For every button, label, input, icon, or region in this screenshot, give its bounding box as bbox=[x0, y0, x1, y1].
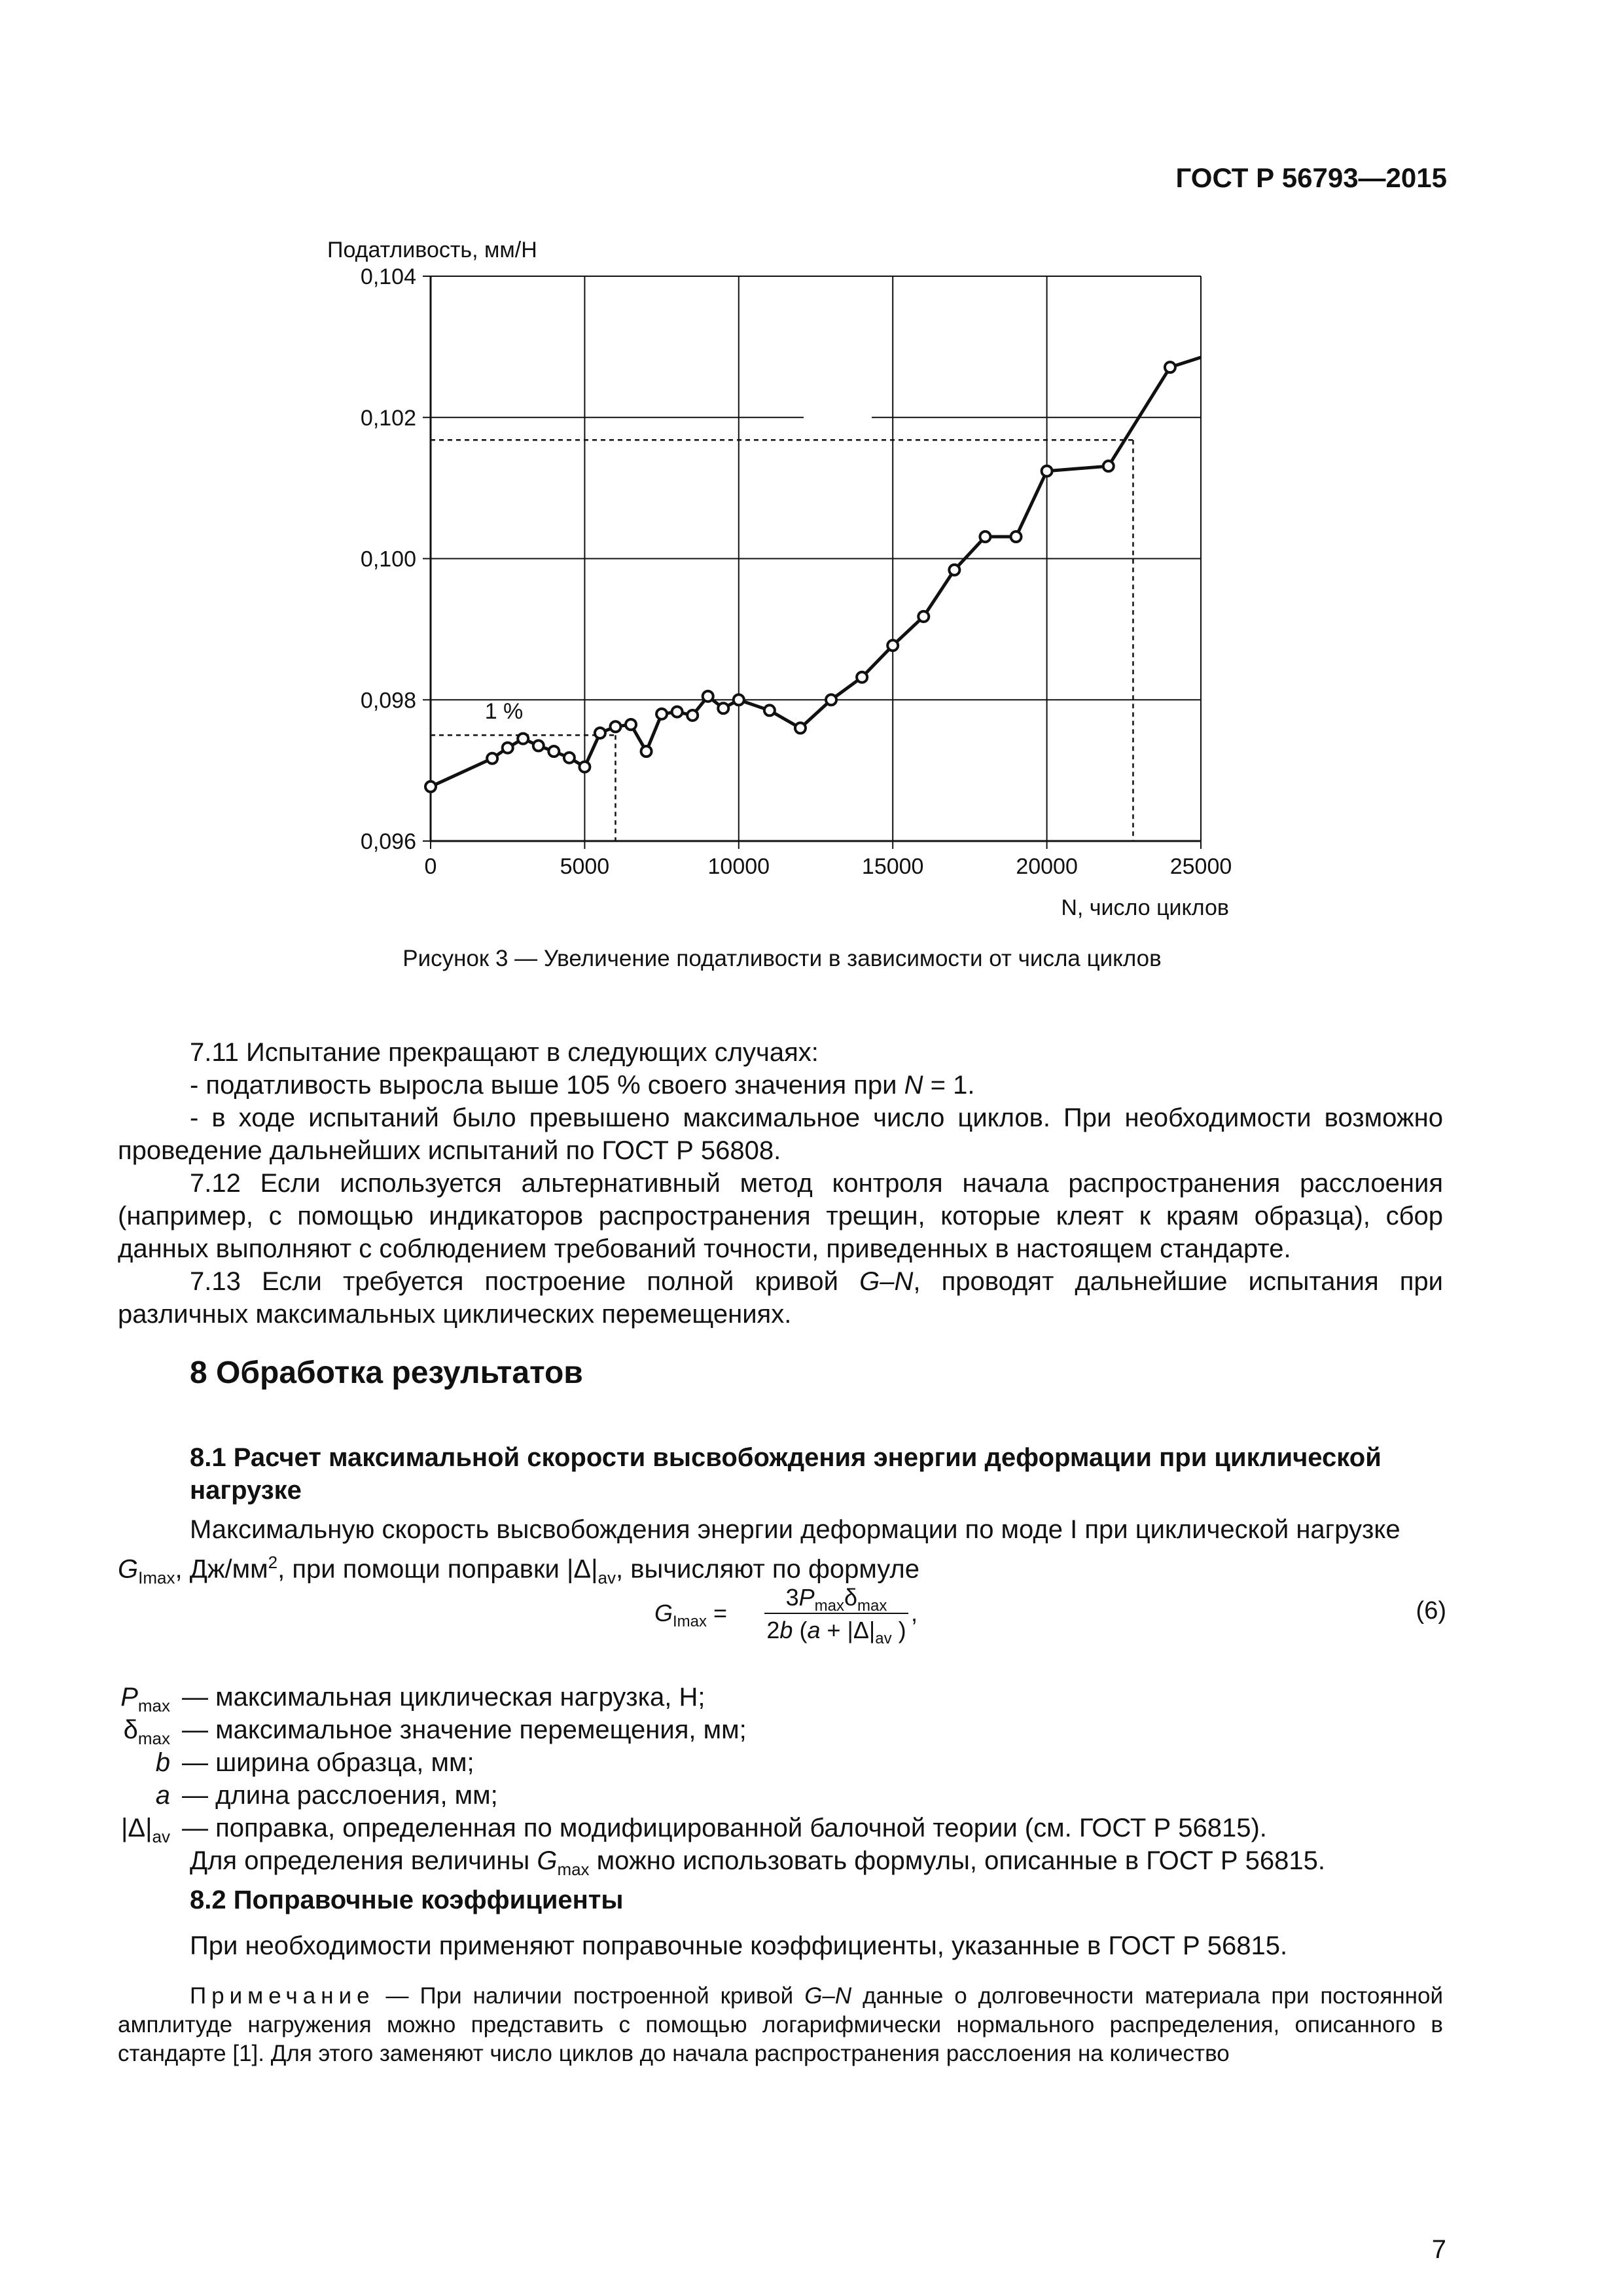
data-point bbox=[595, 728, 605, 738]
data-point bbox=[980, 531, 990, 542]
data-point bbox=[641, 746, 652, 757]
x-tick-label: 0 bbox=[424, 854, 437, 879]
data-point bbox=[764, 705, 775, 715]
data-point bbox=[1165, 362, 1175, 372]
data-point bbox=[1103, 461, 1114, 471]
def-symbol: $P_{max}$ bbox=[120, 1683, 170, 1715]
formula-number: (6) bbox=[1416, 1597, 1446, 1624]
para-8-1-last: Для определения величины $G_{max}$ можно использовать формулы, описанные в ГОСТ Р 56815. bbox=[190, 1846, 1326, 1879]
chart-grid bbox=[431, 276, 1201, 841]
para-7-11-a: - податливость выросла выше 105 % своего значения при N = 1. bbox=[190, 1071, 975, 1100]
def-text: — максимальная циклическая нагрузка, Н; bbox=[182, 1683, 705, 1712]
para-7-13: 7.13 Если требуется построение полной кривой G–N, проводят дальнейшие испытания при различных максимальных циклических перемещениях. bbox=[118, 1267, 1443, 1329]
figure-caption: Рисунок 3 — Увеличение податливости в зависимости от числа циклов bbox=[402, 946, 1162, 971]
note: Примечание — При наличии построенной кривой G–N данные о долговечности материала при постоянной амплитуде нагружения можно представить с помощью логарифмически нормального распределения, описанного в стандарте [1]. Для этого заменяют число циклов до начала распространения расслоения на количество bbox=[118, 1983, 1443, 2066]
data-point bbox=[1042, 466, 1052, 476]
data-point bbox=[687, 710, 698, 721]
x-tick-label: 5000 bbox=[560, 854, 610, 879]
def-text: — ширина образца, мм; bbox=[182, 1748, 474, 1777]
x-tick-label: 25000 bbox=[1169, 854, 1232, 879]
page-number: 7 bbox=[1431, 2235, 1446, 2264]
data-point bbox=[656, 709, 667, 719]
compliance-chart bbox=[0, 0, 1623, 995]
para-7-11-b: - в ходе испытаний было превышено максимальное число циклов. При необходимости возможно проведение дальнейших испытаний по ГОСТ Р 56808. bbox=[118, 1103, 1443, 1165]
data-point bbox=[503, 743, 513, 753]
data-point bbox=[533, 740, 544, 751]
data-point bbox=[734, 694, 744, 705]
para-7-12: 7.12 Если используется альтернативный метод контроля начала распространения расслоения (например, с помощью индикаторов распространения трещин, которые клеят к краям образца), сбор данных выполняют с соблюдением требований точности, приведенных в настоящем стандарте. bbox=[118, 1169, 1443, 1263]
section-8-1-heading: 8.1 Расчет максимальной скорости высвобождения энергии деформации при циклической нагрузке bbox=[190, 1443, 1382, 1505]
para-8-1: Максимальную скорость высвобождения энергии деформации по моде I при циклической нагрузке $G_{Imax}$, $Дж/мм^2$, при помощи поправки $|\Delta|_{av}$, вычисляют по формуле bbox=[118, 1515, 1400, 1588]
data-point bbox=[425, 781, 436, 792]
section-8-heading: 8 Обработка результатов bbox=[190, 1355, 583, 1390]
data-point bbox=[826, 694, 836, 705]
data-point bbox=[703, 691, 713, 702]
document-header: ГОСТ Р 56793—2015 bbox=[1175, 162, 1447, 193]
data-point bbox=[1011, 531, 1022, 542]
data-point bbox=[518, 734, 528, 744]
data-point bbox=[887, 640, 898, 651]
def-text: — длина расслоения, мм; bbox=[182, 1781, 498, 1810]
data-point bbox=[857, 672, 867, 683]
def-symbol: $\delta_{max}$ bbox=[123, 1715, 170, 1748]
def-text: — максимальное значение перемещения, мм; bbox=[182, 1715, 747, 1744]
data-point bbox=[548, 746, 559, 757]
chart-axes bbox=[423, 276, 1201, 849]
para-7-11: 7.11 Испытание прекращают в следующих случаях: bbox=[190, 1038, 819, 1067]
x-tick-label: 15000 bbox=[861, 854, 924, 879]
formula-denominator: 2b ($a + |\Delta|_{av}$ ) bbox=[766, 1617, 906, 1648]
data-point bbox=[610, 721, 620, 732]
data-point bbox=[579, 762, 590, 772]
def-symbol: $|\Delta|_{av}$ bbox=[121, 1814, 170, 1846]
def-symbol: a bbox=[155, 1781, 170, 1810]
x-tick-label: 20000 bbox=[1016, 854, 1078, 879]
def-symbol: b bbox=[155, 1748, 170, 1777]
x-tick-label: 10000 bbox=[707, 854, 770, 879]
y-tick-label: 0,096 bbox=[360, 829, 416, 854]
data-point bbox=[487, 753, 497, 764]
fraction-bar bbox=[764, 1613, 908, 1614]
data-point bbox=[564, 753, 575, 763]
data-point bbox=[949, 565, 959, 575]
tick-labels bbox=[361, 264, 1232, 879]
y-axis-label: Податливость, мм/Н bbox=[327, 238, 537, 262]
formula-numerator: $3P_{max}\delta_{max}$ bbox=[785, 1584, 887, 1615]
y-tick-label: 0,100 bbox=[360, 547, 416, 572]
data-point bbox=[795, 723, 806, 733]
data-point bbox=[718, 703, 728, 713]
reference-lines bbox=[431, 440, 1133, 841]
x-axis-label: N, число циклов bbox=[1061, 895, 1229, 920]
annotation-1pct: 1 % bbox=[484, 699, 524, 724]
section-8-2-heading: 8.2 Поправочные коэффициенты bbox=[190, 1886, 624, 1914]
y-tick-label: 0,104 bbox=[360, 264, 416, 289]
para-8-2: При необходимости применяют поправочные коэффициенты, указанные в ГОСТ Р 56815. bbox=[190, 1931, 1288, 1960]
y-tick-label: 0,098 bbox=[360, 688, 416, 713]
data-point bbox=[672, 707, 683, 717]
y-tick-label: 0,102 bbox=[360, 405, 416, 431]
def-text: — поправка, определенная по модифицированной балочной теории (см. ГОСТ Р 56815). bbox=[182, 1814, 1267, 1842]
data-point bbox=[918, 611, 929, 622]
data-point bbox=[626, 719, 636, 730]
